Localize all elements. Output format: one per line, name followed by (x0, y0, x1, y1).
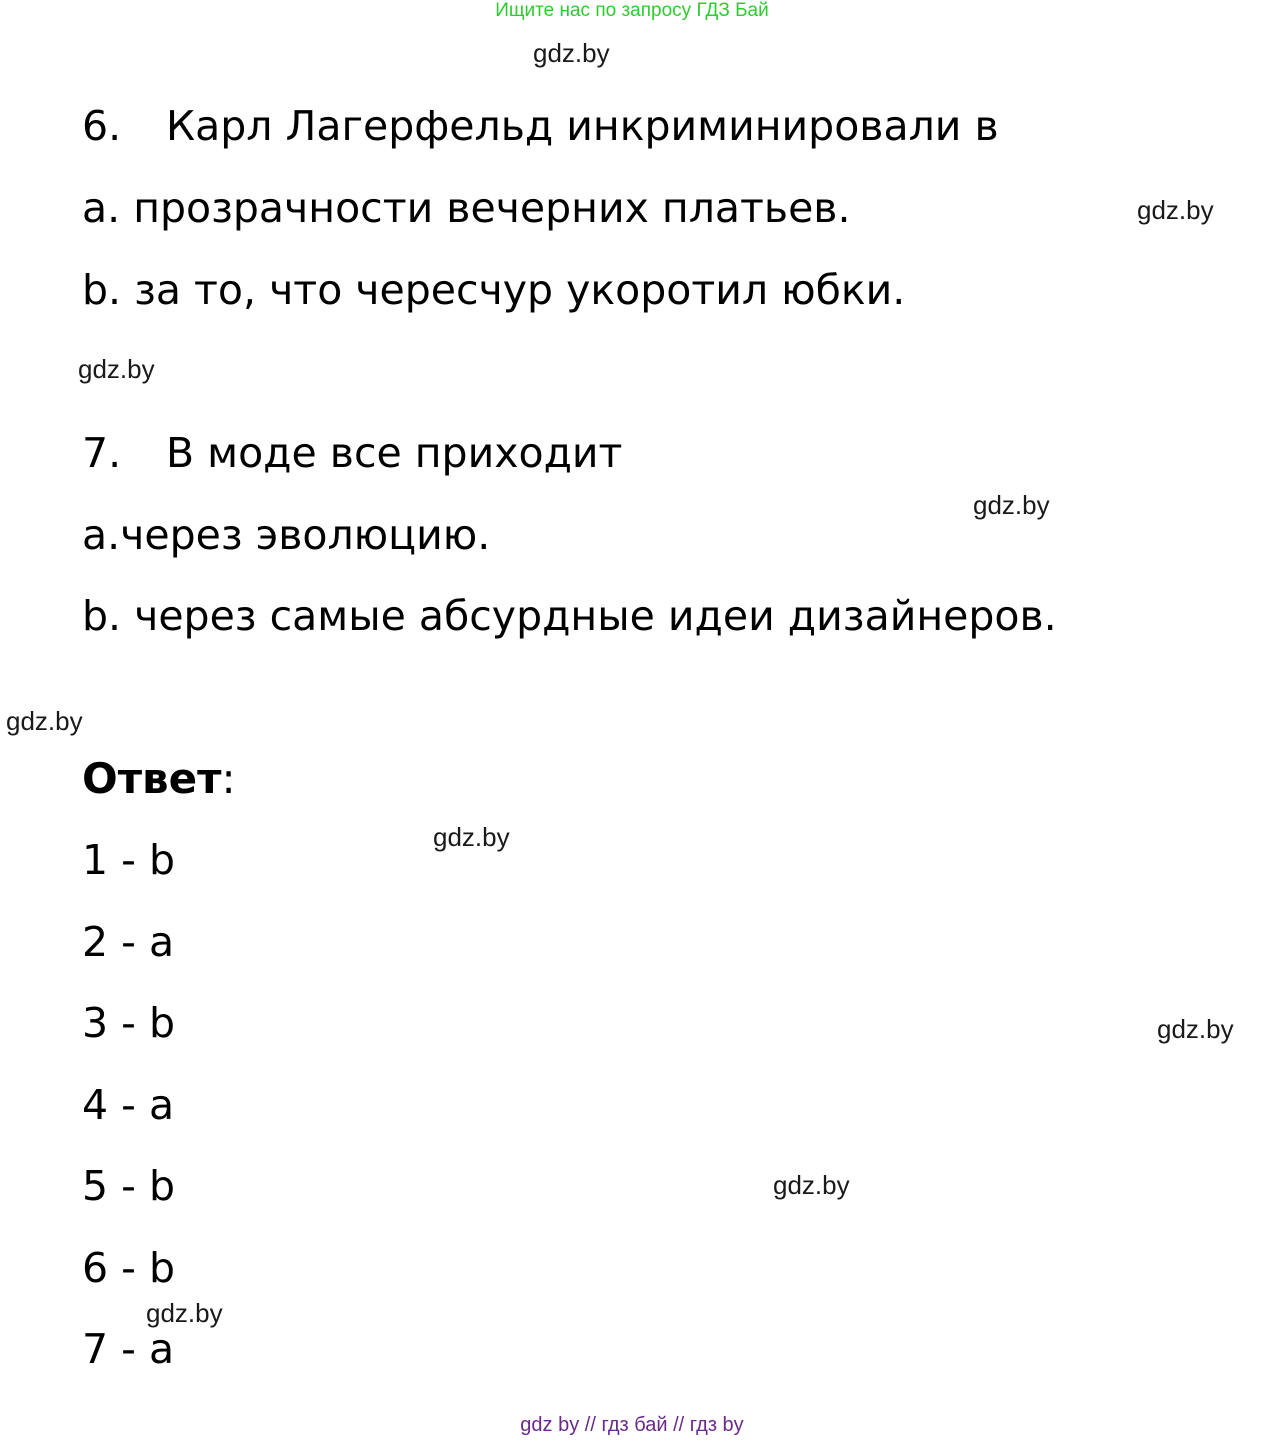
watermark: gdz.by (78, 354, 155, 384)
search-banner: Ищите нас по запросу ГДЗ Бай (495, 0, 769, 21)
watermark: gdz.by (973, 490, 1050, 520)
answer-item-1: 1 - b (82, 836, 175, 884)
watermark: gdz.by (1137, 195, 1214, 225)
answer-item-3: 3 - b (82, 999, 175, 1047)
watermark: gdz.by (533, 38, 610, 68)
watermark: gdz.by (146, 1298, 223, 1328)
question-7-option-b: b. через самые абсурдные идеи дизайнеров. (82, 592, 1057, 640)
answer-item-5: 5 - b (82, 1162, 175, 1210)
footer-links: gdz by // гдз бай // гдз by (520, 1414, 744, 1436)
question-6-number: 6. (82, 102, 122, 150)
answer-item-6: 6 - b (82, 1244, 175, 1292)
watermark: gdz.by (6, 706, 83, 736)
watermark: gdz.by (773, 1170, 850, 1200)
answer-colon: : (221, 754, 236, 803)
question-7-title (82, 427, 622, 479)
answer-title: Ответ (82, 754, 222, 803)
watermark: gdz.by (1157, 1014, 1234, 1044)
question-6-option-a: a. прозрачности вечерних платьев. (82, 184, 851, 232)
question-6-text: Карл Лагерфельд инкриминировали в (166, 102, 999, 150)
answer-item-7: 7 - a (82, 1325, 175, 1373)
watermark: gdz.by (433, 822, 510, 852)
question-7-option-a: a.через эволюцию. (82, 511, 491, 559)
question-6-option-b: b. за то, что чересчур укоротил юбки. (82, 266, 906, 314)
answer-heading (82, 754, 236, 803)
answer-item-2: 2 - a (82, 918, 175, 966)
question-6-title (82, 100, 999, 152)
question-7-text: В моде все приходит (166, 429, 623, 477)
answer-item-4: 4 - a (82, 1081, 175, 1129)
question-7-number: 7. (82, 429, 122, 477)
